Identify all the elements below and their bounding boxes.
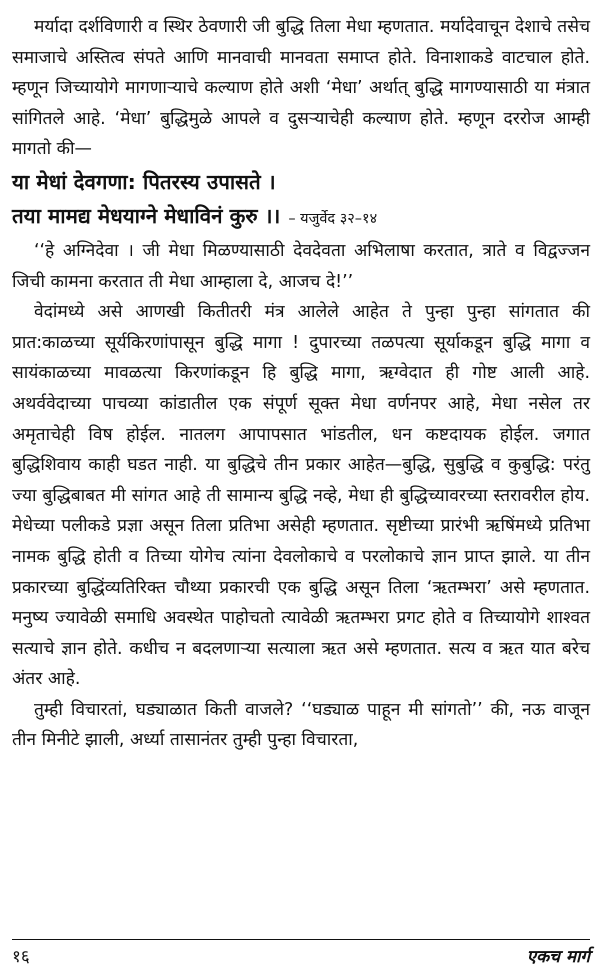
book-title: एकच मार्ग [526,947,590,967]
mantra-block [12,165,590,236]
paragraph-clock-question: तुम्ही विचारतां, घड्याळात किती वाजले? ‘‘घड्याळ पाहून मी सांगतो’’ की, नऊ वाजून तीन मिनीटे झाली, अर्ध्या तासानंतर तुम्ही पुन्हा विचारता, [12,699,590,751]
paragraph-vedas-intelligence: वेदांमध्ये असे आणखी कितीतरी मंत्र आलेले आहेत ते पुन्हा पुन्हा सांगतात की प्रात:काळच्या सूर्यकिरणांपासून बुद्धि मागा ! दुपारच्या तळपत्या सूर्याकडून बुद्धि मागा व सायंकाळच्या मावळत्या किरणांकडून हि बुद्धि मागा, ऋग्वेदात ही गोष्ट आली आहे. अथर्ववेदाच्या पाचव्या कांडातील एक संपूर्ण सूक्त मेधा वर्णनपर आहे, मेधा नसेल तर अमृताचेही विष होईल. नातलग आपापसात भांडतील, धन कष्टदायक होईल. जगात बुद्धिशिवाय काही घडत नाही. या बुद्धिचे तीन प्रकार आहेत—बुद्धि, सुबुद्धि व कुबुद्धि: परंतु ज्या बुद्धिबाबत मी सांगत आहे ती सामान्य बुद्धि नव्हे, मेधा ही बुद्धिच्यावरच्या स्तरावरील होय. मेधेच्या पलीकडे प्रज्ञा असून तिला प्रतिभा असेही म्हणतात. सृष्टीच्या प्रारंभी ऋषिंमध्ये प्रतिभा नामक बुद्धि होती व तिच्या योगेच त्यांना देवलोकाचे व परलोकाचे ज्ञान प्राप्त झाले. या तीन प्रकारच्या बुद्धिंव्यतिरिक्त चौथ्या प्रकारची एक बुद्धि असून तिला ‘ऋतम्भरा’ असे म्हणतात. मनुष्य ज्यावेळी समाधि अवस्थेत पाहोचतो त्यावेळी ऋतम्भरा प्रगट होते व तिच्यायोगे शाश्वत सत्याचे ज्ञान होते. कधीच न बदलणाऱ्या सत्याला ऋत असे म्हणतात. सत्य व ऋत यात बरेच अंतर आहे. [12,302,590,690]
paragraph-mantra-meaning: ‘‘हे अग्निदेवा । जी मेधा मिळण्यासाठी देवदेवता अभिलाषा करतात, त्राते व विद्वज्जन जिची कामना करतात ती मेधा आम्हाला दे, आजच दे!’’ [12,240,590,292]
page-footer [12,939,590,967]
mantra-source: – यजुर्वेद ३२–१४ [288,210,378,227]
mantra-line-2-text: तया मामद्य मेधयाग्ने मेधाविनं कुरु ।। [12,203,281,228]
paragraph-medha-definition: मर्यादा दर्शविणारी व स्थिर ठेवणारी जी बुद्धि तिला मेधा म्हणतात. मर्यादेवाचून देशाचे तसेच समाजाचे अस्तित्व संपते आणि मानवाची मानवता समाप्त होते. विनाशाकडे वाटचाल होते. म्हणून जिच्यायोगे मागणाऱ्याचे कल्याण होते अशी ‘मेधा’ अर्थात् बुद्धि मागण्यासाठी या मंत्रात सांगितले आहे. ‘मेधा’ बुद्धिमुळे आपले व दुसऱ्याचेही कल्याण होते. म्हणून दररोज आम्ही मागतो की— [12,17,590,160]
mantra-line-2 [12,199,590,236]
page-number: १६ [12,947,30,967]
mantra-line-1: या मेधां देवगणा: पितरस्य उपासते । [12,169,276,194]
